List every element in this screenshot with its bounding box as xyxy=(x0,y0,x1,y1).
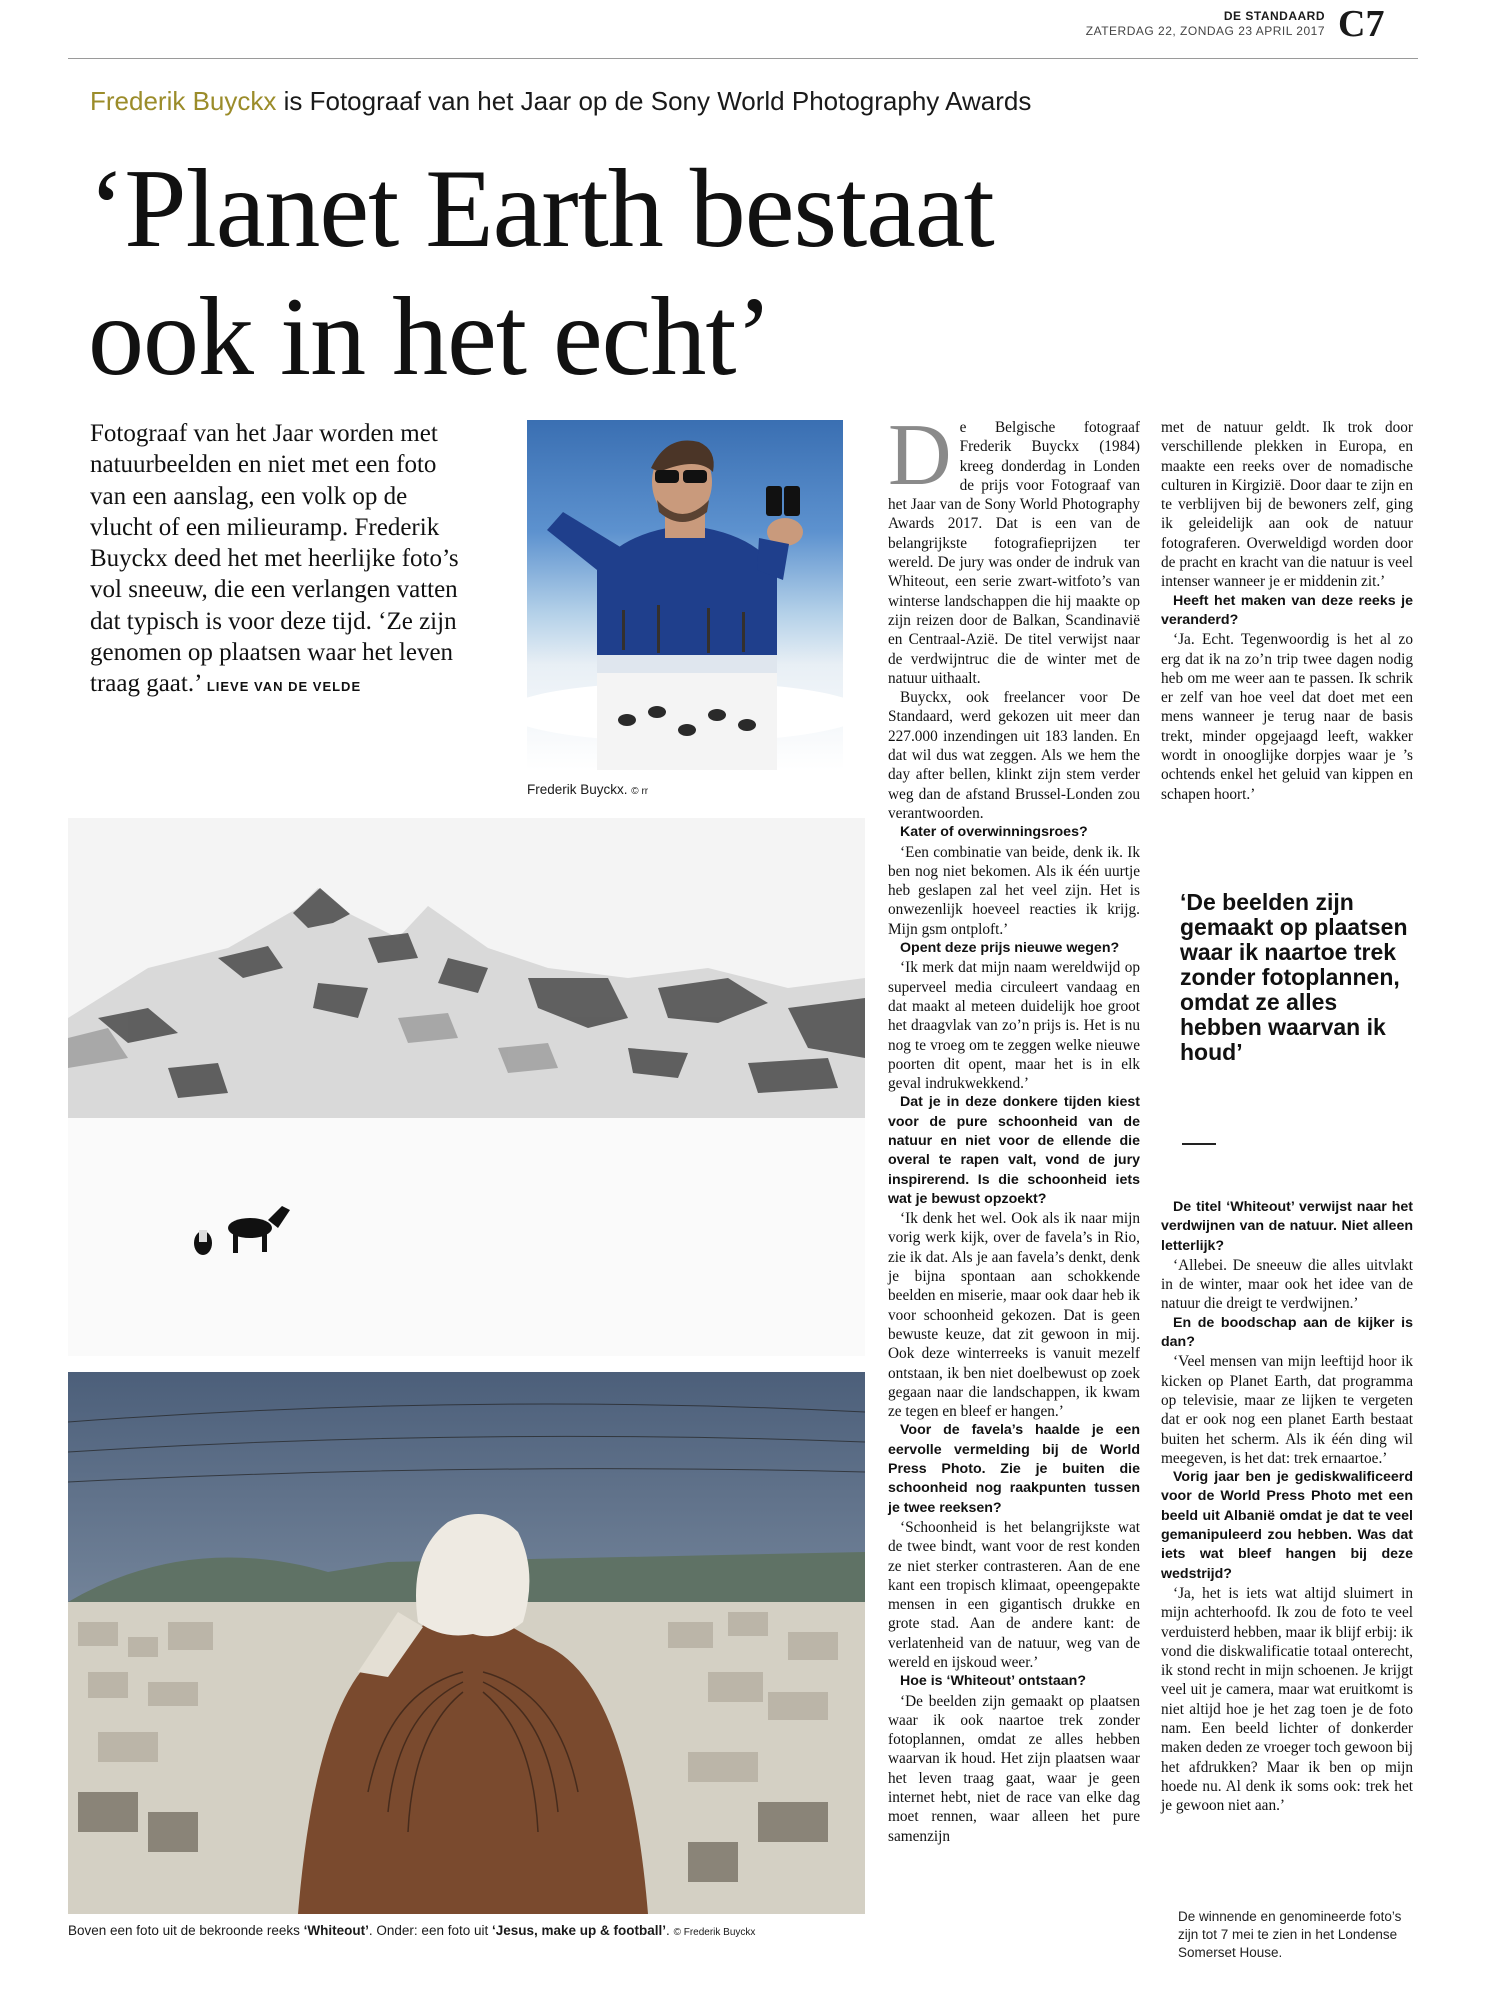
paragraph-text: e Belgische fotograaf Frederik Buyckx (1984) kreeg donderdag in Londen de prijs voor Fotograaf van het Jaar van de Sony World Photography Awards 2017. Dat is een van de belangrijkste fotografieprijzen ter wereld. De jury was onder de indruk van Whiteout, een serie zwart-witfoto’s van winterse landschappen die hij maakte op zijn reizen door de Balkan, Scandinavië en Centraal-Azië. De titel verwijst naar de verdwijntruc die de winter met de natuur uithaalt. xyxy=(888,419,1140,687)
portrait-caption-text: Frederik Buyckx. xyxy=(527,782,628,797)
headline xyxy=(88,145,1138,401)
intro-text: Fotograaf van het Jaar worden met natuurbeelden en niet met een foto van een aanslag, een volk op de vlucht of een milieuramp. Frederik Buyckx deed het met heerlijke foto’s vol sneeuw, die een verlangen vatten dat typisch is voor deze tijd. ‘Ze zijn genomen op plaatsen waar het leven traag gaat.’ xyxy=(90,420,459,698)
pull-quote-rule xyxy=(1182,1143,1216,1145)
interview-question: Opent deze prijs nieuwe wegen? xyxy=(900,940,1120,957)
caption-part: . Onder: een foto uit xyxy=(368,1923,492,1938)
caption-series-whiteout: ‘Whiteout’ xyxy=(303,1923,369,1938)
mountain-illustration xyxy=(68,818,865,1356)
headline-line-1: ‘Planet Earth bestaat xyxy=(88,147,994,271)
exhibition-note: De winnende en genomineerde foto’s zijn tot 7 mei te zien in het Londense Somerset House. xyxy=(1178,1909,1402,1960)
interview-question: Heeft het maken van deze reeks je veranderd? xyxy=(1161,592,1413,628)
interview-question: Voor de favela’s haalde je een eervolle vermelding bij de World Press Photo. Zie je buiten die schoonheid nog raakpunten tussen je twee reeksen? xyxy=(888,1422,1140,1516)
article-column-3 xyxy=(1161,1198,1413,1816)
headline-line-2: ook in het echt’ xyxy=(88,275,772,399)
paragraph xyxy=(888,407,1140,688)
favela-illustration xyxy=(68,1372,865,1914)
interview-question: De titel ‘Whiteout’ verwijst naar het verdwijnen van de natuur. Niet alleen letterlijk? xyxy=(1161,1199,1413,1254)
header-rule xyxy=(68,58,1418,59)
kicker-name: Frederik Buyckx xyxy=(90,86,277,116)
caption-part: . xyxy=(666,1923,670,1938)
whiteout-mountain-photo xyxy=(68,818,865,1356)
paragraph: Buyckx, ook freelancer voor De Standaard, werd gekozen uit meer dan 227.000 inzendingen uit 183 landen. En dat wil dus wat zeggen. Als we hem the day after bellen, klinkt zijn stem verder weg dan de afstand Brussel-Londen zou verantwoorden. xyxy=(888,689,1140,822)
page-number: C7 xyxy=(1338,3,1385,45)
paragraph: met de natuur geldt. Ik trok door verschillende plekken in Europa, en maakte een reeks over de nomadische culturen in Kirgizië. Door daar te zijn en te verblijven bij de bewoners zelf, ging ik geleidelijk aan ook de natuur fotograferen. Overweldigd worden door de pracht en kracht van die natuur is veel intenser wanneer je er middenin zit.’ xyxy=(1161,419,1413,591)
masthead: DE STANDAARD xyxy=(1223,9,1325,23)
interview-answer: ‘Een combinatie van beide, denk ik. Ik ben nog niet bekomen. Als ik één uurtje heb geslapen zal het veel zijn. Het is onwezenlijk hoeveel reacties ik krijg. Mijn gsm ontploft.’ xyxy=(888,843,1140,938)
portrait-caption xyxy=(527,782,648,797)
interview-answer: ‘Schoonheid is het belangrijkste wat de twee bindt, want voor de rest konden ze niet sterker contrasteren. Aan de ene kant een tropisch klimaat, opeengepakte mensen in een gigantisch drukke en grote stad. Aan de andere kant: de verlatenheid van de natuur, weg van de wereld en ijskoud weer.’ xyxy=(888,1518,1140,1671)
portrait-photo xyxy=(527,420,843,770)
interview-question: Hoe is ‘Whiteout’ ontstaan? xyxy=(900,1673,1087,1690)
article-column-2 xyxy=(1161,418,1413,804)
interview-question: Kater of overwinningsroes? xyxy=(900,824,1088,841)
interview-answer: ‘Allebei. De sneeuw die alles uitvlakt in de winter, maar ook het idee van de natuur die dreigt te verdwijnen.’ xyxy=(1161,1256,1413,1313)
kicker xyxy=(90,86,1031,117)
caption-part: Boven een foto uit de bekroonde reeks xyxy=(68,1923,304,1938)
portrait-credit: © rr xyxy=(631,786,649,797)
interview-question: Vorig jaar ben je gediskwalificeerd voor de World Press Photo met een beeld uit Albanië omdat je dat te veel gemanipuleerd zou hebben. Was dat iets wat bleef hangen bij deze wedstrijd? xyxy=(1161,1469,1413,1582)
interview-answer: ‘Ik merk dat mijn naam wereldwijd op superveel media circuleert vandaag en dat maakt al meteen duidelijk hoe groot het draagvlak van zo’n prijs is. Het is nu nog te vroeg om te zeggen welke nieuwe poorten dit opent, maar het is in elk geval indrukwekkend.’ xyxy=(888,959,1140,1093)
interview-answer: ‘Veel mensen van mijn leeftijd hoor ik kicken op Planet Earth, dat programma op televisie, maar ze lijken te vergeten dat er ook nog een planet Earth bestaat buiten het scherm. Als ik één ding wil meegeven, is het dat: trek ernaartoe.’ xyxy=(1161,1353,1413,1467)
favela-photo xyxy=(68,1372,865,1914)
interview-answer: ‘Ik denk het wel. Ook als ik naar mijn vorig werk kijk, over de favela’s in Rio, zie ik dat. Als je aan favela’s denkt, denk je bijna spontaan aan schokkende beelden en miserie, maar ook daar heb ik voor schoonheid gekozen. Dat is geen bewuste keuze, dat zit gewoon in mij. Ook deze winterreeks is vanuit mezelf ontstaan, ik ben niet doelbewust op zoek gegaan naar die landschappen, ik kwam ze tegen en bleef er hangen.’ xyxy=(888,1210,1140,1421)
interview-answer: ‘De beelden zijn gemaakt op plaatsen waar ik ook naartoe trek zonder fotoplannen, omdat ze alles hebben waarvan ik houd. Het zijn plaatsen waar het leven traag gaat, waar je geen internet hebt, niet de race van elke dag moet rennen, waar alleen het pure samenzijn xyxy=(888,1692,1140,1845)
pull-quote: ‘De beelden zijn gemaakt op plaatsen waar ik naartoe trek zonder fotoplannen, omdat ze alles hebben waarvan ik houd’ xyxy=(1180,889,1408,1065)
photo-caption xyxy=(68,1923,755,1938)
byline: LIEVE VAN DE VELDE xyxy=(206,679,362,695)
kicker-text: is Fotograaf van het Jaar op de Sony World Photography Awards xyxy=(276,86,1032,116)
interview-question: Dat je in deze donkere tijden kiest voor de pure schoonheid van de natuur en niet voor de ellende die overal te rapen valt, vond de jury inspirerend. Is die schoonheid iets wat je bewust opzoekt? xyxy=(888,1094,1140,1207)
caption-series-jesus: ‘Jesus, make up & football’ xyxy=(491,1923,667,1938)
caption-credit: © Frederik Buyckx xyxy=(673,1927,756,1938)
interview-answer: ‘Ja, het is iets wat altijd sluimert in mijn achterhoofd. Ik zou de foto te veel verduisterd hebben, maar ik blijf erbij: ik vond die diskwalificatie totaal onterecht, ik stond recht in mijn schoenen. Je krijgt veel uit je camera, maar wat eruitkomt is niet altijd hoe je het zag toen je de foto nam. Een beeld lichter of donkerder maken deden ze vroeger toch gewoon bij het afdrukken? Maar ik ben op mijn hoede nu. Al denk ik soms ook: trek het je gewoon niet aan.’ xyxy=(1161,1584,1413,1815)
interview-answer: ‘Ja. Echt. Tegenwoordig is het al zo erg dat ik na zo’n trip twee dagen nodig heb om me weer aan te passen. Ik schrik er zelf van hoe veel dat doet met een mens wanneer je terug naar de basis trekt, minder opgejaagd leeft, wakker wordt in onooglijke dorpjes waar je ’s ochtends enkel het geluid van kippen en schapen hoort.’ xyxy=(1161,631,1413,803)
drop-cap: D xyxy=(888,407,952,504)
article-column-1 xyxy=(888,407,1140,1846)
portrait-illustration xyxy=(527,420,843,770)
interview-question: En de boodschap aan de kijker is dan? xyxy=(1161,1314,1413,1351)
dateline: ZATERDAG 22, ZONDAG 23 APRIL 2017 xyxy=(1085,24,1325,38)
intro-lead xyxy=(90,418,470,703)
